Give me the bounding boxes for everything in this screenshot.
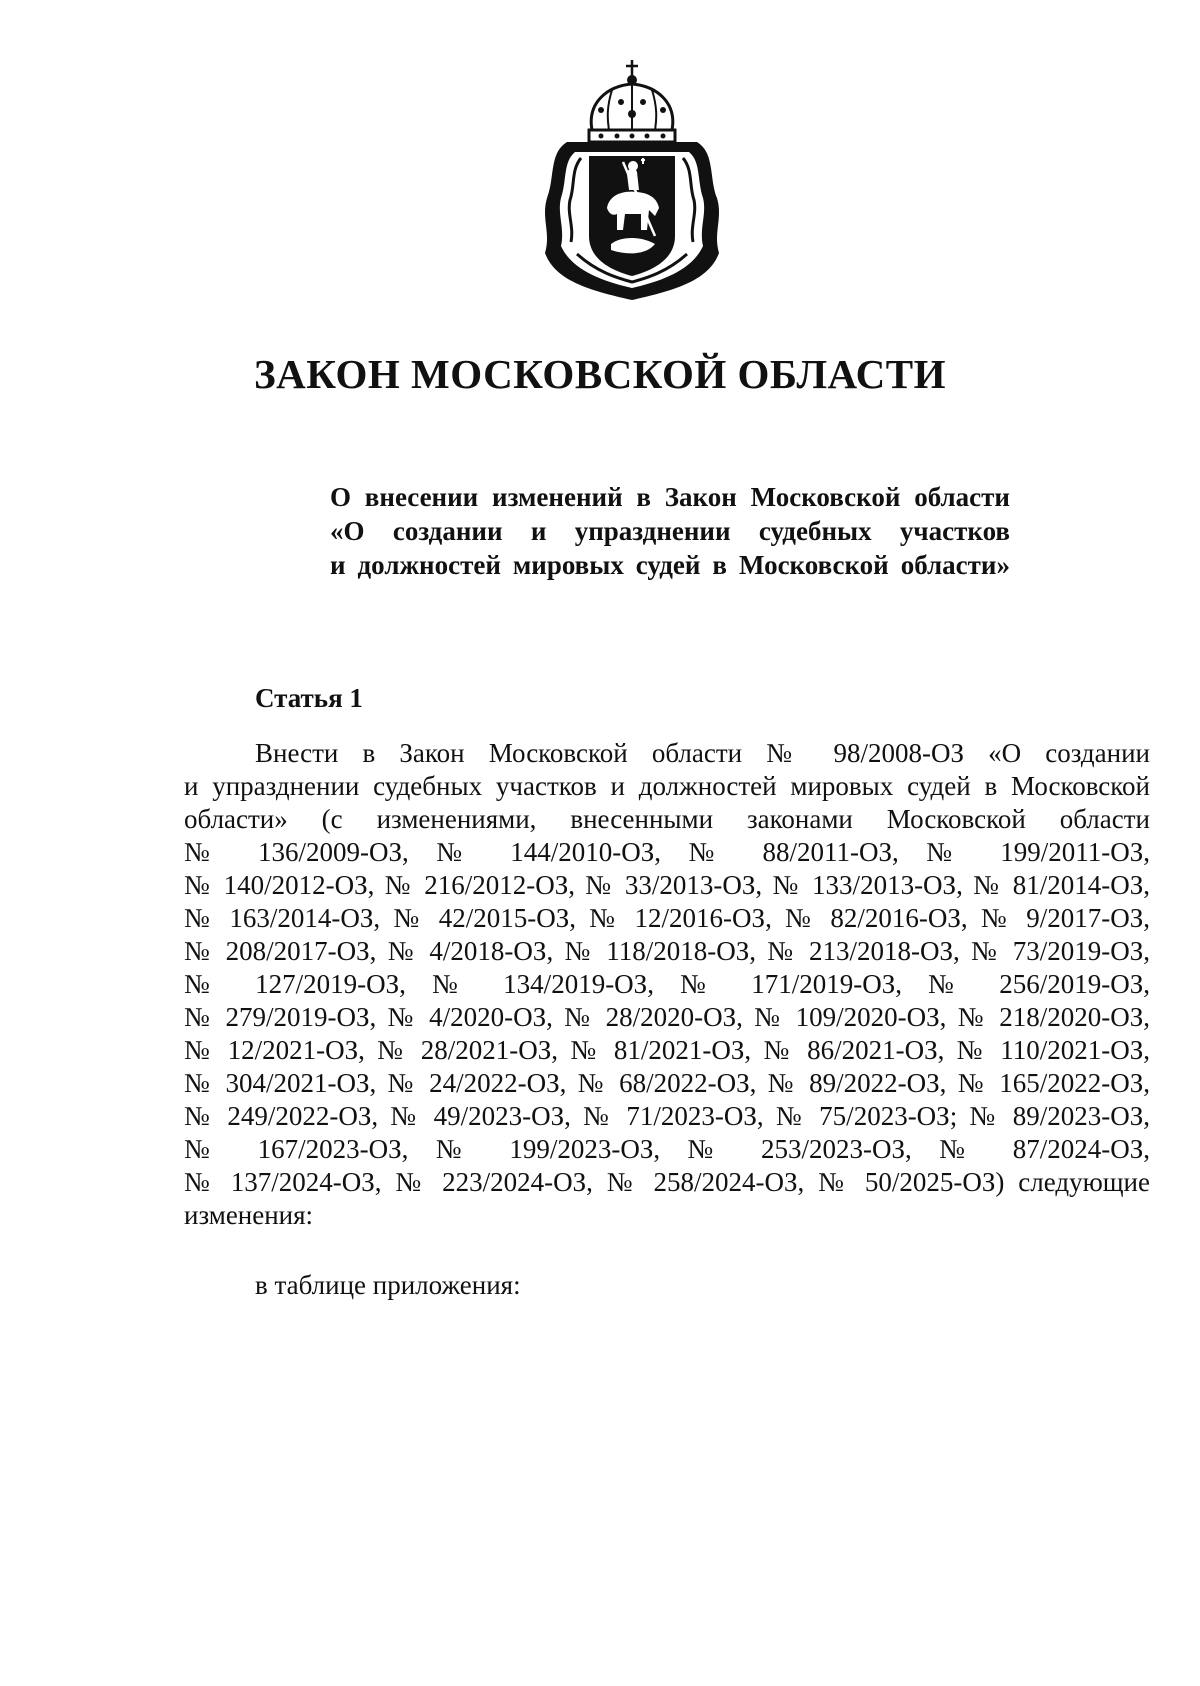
- body-line: № 136/2009-ОЗ, № 144/2010-ОЗ, № 88/2011-ОЗ, № 199/2011-ОЗ,: [184, 837, 1150, 867]
- body-line: № 127/2019-ОЗ, № 134/2019-ОЗ, № 171/2019-ОЗ, № 256/2019-ОЗ,: [184, 969, 1150, 999]
- moscow-oblast-coat-of-arms-icon: [537, 58, 727, 302]
- crown-icon: [589, 60, 675, 142]
- body-line: области» (с изменениями, внесенными законами Московской области: [184, 804, 1150, 834]
- body-line: № 137/2024-ОЗ, № 223/2024-ОЗ, № 258/2024-ОЗ, № 50/2025-ОЗ) следующие: [184, 1167, 1150, 1197]
- body-line: изменения:: [184, 1200, 314, 1230]
- body-line: № 208/2017-ОЗ, № 4/2018-ОЗ, № 118/2018-ОЗ, № 213/2018-ОЗ, № 73/2019-ОЗ,: [184, 936, 1150, 966]
- tail-text: в таблице приложения:: [255, 1270, 521, 1300]
- law-subtitle: [330, 480, 1010, 582]
- subtitle-line: О внесении изменений в Закон Московской области: [330, 482, 1010, 512]
- body-line: № 249/2022-ОЗ, № 49/2023-ОЗ, № 71/2023-ОЗ, № 75/2023-ОЗ; № 89/2023-ОЗ,: [184, 1101, 1150, 1131]
- body-line: Внести в Закон Московской области № 98/2008-ОЗ «О создании: [255, 738, 1150, 768]
- subtitle-line: и должностей мировых судей в Московской области»: [330, 550, 1010, 580]
- body-line: № 140/2012-ОЗ, № 216/2012-ОЗ, № 33/2013-ОЗ, № 133/2013-ОЗ, № 81/2014-ОЗ,: [184, 870, 1150, 900]
- article-heading: Статья 1: [255, 683, 363, 713]
- body-line: № 167/2023-ОЗ, № 199/2023-ОЗ, № 253/2023-ОЗ, № 87/2024-ОЗ,: [184, 1134, 1150, 1164]
- body-line: № 279/2019-ОЗ, № 4/2020-ОЗ, № 28/2020-ОЗ, № 109/2020-ОЗ, № 218/2020-ОЗ,: [184, 1002, 1150, 1032]
- subtitle-line: «О создании и упразднении судебных участков: [330, 516, 1010, 546]
- document-title: ЗАКОН МОСКОВСКОЙ ОБЛАСТИ: [254, 351, 946, 397]
- body-line: и упразднении судебных участков и должностей мировых судей в Московской: [184, 771, 1150, 801]
- body-line: № 304/2021-ОЗ, № 24/2022-ОЗ, № 68/2022-ОЗ, № 89/2022-ОЗ, № 165/2022-ОЗ,: [184, 1068, 1150, 1098]
- body-line: № 12/2021-ОЗ, № 28/2021-ОЗ, № 81/2021-ОЗ, № 86/2021-ОЗ, № 110/2021-ОЗ,: [184, 1035, 1150, 1065]
- body-line: № 163/2014-ОЗ, № 42/2015-ОЗ, № 12/2016-ОЗ, № 82/2016-ОЗ, № 9/2017-ОЗ,: [184, 903, 1150, 933]
- article-body: [184, 737, 1150, 1232]
